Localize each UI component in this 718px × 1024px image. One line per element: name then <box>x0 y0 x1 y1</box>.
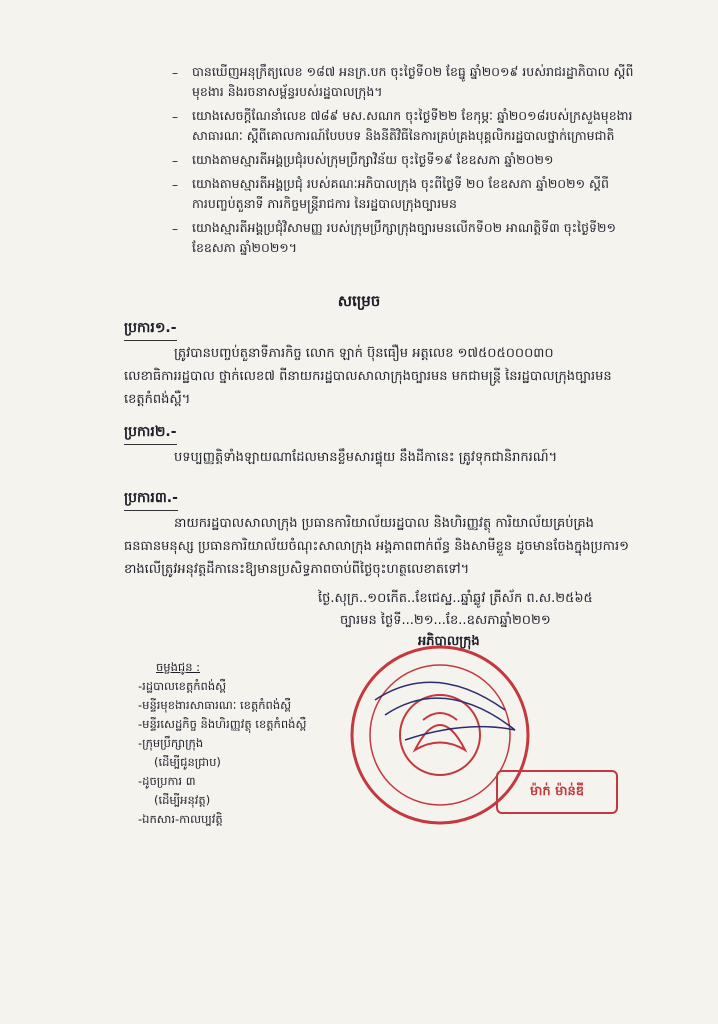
cc-item-note: (ដើម្បីជូនជ្រាប) <box>154 755 221 769</box>
preamble-line: យោងសេចក្តីណែនាំលេខ ៧៨៩ មស.សណក ចុះថ្ងៃទី២២ ខែកុម្ភៈ ឆ្នាំ២០១៨របស់ក្រសួងមុខងារ <box>192 108 633 123</box>
cc-item-note: (ដើម្បីអនុវត្ត) <box>154 793 211 807</box>
stamp-emblem-arc <box>423 713 457 720</box>
preamble-item <box>172 106 692 146</box>
signatory-title: អភិបាលក្រុង <box>418 634 480 649</box>
preamble-line: យោងតាមស្មារតីអង្គប្រជុំរបស់ក្រុមប្រឹក្សាវិន័យ ចុះថ្ងៃទី១៩ ខែឧសភា ឆ្នាំ២០២១ <box>192 152 554 167</box>
article-3-body <box>124 512 684 581</box>
preamble-item <box>172 150 692 170</box>
preamble-list <box>172 62 692 262</box>
preamble-item <box>172 218 692 258</box>
cc-item: -មន្ទីរមុខងារសាធារណៈ ខេត្តកំពង់ស្ពឺ <box>138 698 292 712</box>
cc-title: ចម្លងជូន : <box>156 660 201 674</box>
bullet-icon: – <box>172 66 178 80</box>
article-3-label-text: ប្រការ៣.- <box>124 490 178 506</box>
lunar-date: ថ្ងៃ.សុក្រ..១០កើត..ខែជេស្ឋ..ឆ្នាំឆ្លូវ ត្រីស័ក ព.ស.២៥៦៥ <box>318 591 593 606</box>
stamp-emblem-ring <box>400 695 480 775</box>
signature-stroke <box>375 682 505 710</box>
article-2-label <box>124 422 177 445</box>
cc-item: -រដ្ឋបាលខេត្តកំពង់ស្ពឺ <box>138 679 227 693</box>
cc-item: -មន្ទីរសេដ្ឋកិច្ច និងហិរញ្ញវត្ថុ ខេត្តកំពង់ស្ពឺ <box>138 717 307 731</box>
preamble-line: មុខងារ និងរចនាសម្ព័ន្ធរបស់រដ្ឋបាលក្រុង។ <box>192 84 383 99</box>
article-line: ធនធានមនុស្ស ប្រធានការិយាល័យចំណុះសាលាក្រុង អង្គភាពពាក់ព័ន្ធ និងសាមីខ្លួន ដូចមានចែងក្នុងប្រការ១ <box>124 539 629 554</box>
article-line: ខាងលើត្រូវអនុវត្តដីកានេះឱ្យមានប្រសិទ្ធភាពចាប់ពីថ្ងៃចុះហត្ថលេខាតទៅ។ <box>124 562 470 577</box>
article-line: ត្រូវបានបញ្ចប់តួនាទីភារកិច្ច លោក ឡាក់ ប៊ុនធឿម អត្តលេខ ១៧៥០៥០០០៣០ <box>174 346 554 361</box>
article-1-label <box>124 318 177 341</box>
article-line: នាយករដ្ឋបាលសាលាក្រុង ប្រធានការិយាល័យរដ្ឋបាល និងហិរញ្ញវត្ថុ ការិយាល័យគ្រប់គ្រង <box>174 516 594 531</box>
preamble-line: ខែឧសភា ឆ្នាំ២០២១។ <box>192 240 297 255</box>
underline <box>124 444 177 445</box>
preamble-item <box>172 62 692 102</box>
bullet-icon: – <box>172 110 178 124</box>
preamble-item <box>172 174 692 214</box>
article-2-body <box>124 446 684 469</box>
date-block <box>318 588 593 632</box>
cc-item: -ក្រុមប្រឹក្សាក្រុង <box>138 736 204 750</box>
article-1-label-text: ប្រការ១.- <box>124 320 177 336</box>
article-line: លេខាធិការរដ្ឋបាល ថ្នាក់លេខ៧ ពីនាយករដ្ឋបាលសាលាក្រុងច្បារមន មកជាមន្ត្រី នៃរដ្ឋបាលក្រុងច្បារមន <box>124 369 612 384</box>
cc-item: -ដូចប្រការ ៣ <box>138 774 196 788</box>
bullet-icon: – <box>172 178 178 192</box>
underline <box>124 510 178 511</box>
stamp-inner-ring <box>370 665 510 805</box>
decision-title: សម្រេច <box>337 292 381 310</box>
preamble-line: សាធារណៈ ស្តីពីគោលការណ៍បែបបទ និងនីតិវិធីនៃការគ្រប់គ្រងបុគ្គលិករដ្ឋបាលថ្នាក់ក្រោមជាតិ <box>192 128 615 143</box>
bullet-icon: – <box>172 222 178 236</box>
underline <box>124 340 177 341</box>
article-line: ខេត្តកំពង់ស្ពឺ។ <box>124 392 191 407</box>
article-1-body <box>124 342 684 411</box>
preamble-line: ការបញ្ចប់តួនាទី ភារកិច្ចមន្ត្រីរាជការ នៃរដ្ឋបាលក្រុងច្បារមន <box>192 196 457 211</box>
cc-item: -ឯកសារ-កាលប្បវត្តិ <box>138 812 223 826</box>
solar-date: ច្បារមន ថ្ងៃទី...២១...ខែ..ឧសភាឆ្នាំ២០២១ <box>340 613 551 628</box>
signatory-name-box: ម៉ាក់ ម៉ាន់ឌី <box>496 770 618 814</box>
article-3-label <box>124 488 178 511</box>
preamble-line: យោងតាមស្មារតីអង្គប្រជុំ របស់គណៈអភិបាលក្រុង ចុះពីថ្ងៃទី ២០ ខែឧសភា ឆ្នាំ២០២១ ស្តីពី <box>192 176 609 191</box>
article-line: បទប្បញ្ញត្តិទាំងឡាយណាដែលមានខ្លឹមសារផ្ទុយ នឹងដីកានេះ ត្រូវទុកជានិរាករណ៍។ <box>174 450 558 465</box>
bullet-icon: – <box>172 154 178 168</box>
cc-list <box>138 658 306 829</box>
article-2-label-text: ប្រការ២.- <box>124 424 177 440</box>
preamble-line: បានឃើញអនុក្រឹត្យលេខ ១៨៧ អនក្រ.បក ចុះថ្ងៃទី០២ ខែធ្នូ ឆ្នាំ២០១៩ របស់រាជរដ្ឋាភិបាល ស្តីពី <box>192 64 634 79</box>
preamble-line: យោងស្មារតីអង្គប្រជុំវិសាមញ្ញ របស់ក្រុមប្រឹក្សាក្រុងច្បារមនលើកទី០២ អាណត្តិទី៣ ចុះថ្ងៃទី២១ <box>192 220 616 235</box>
